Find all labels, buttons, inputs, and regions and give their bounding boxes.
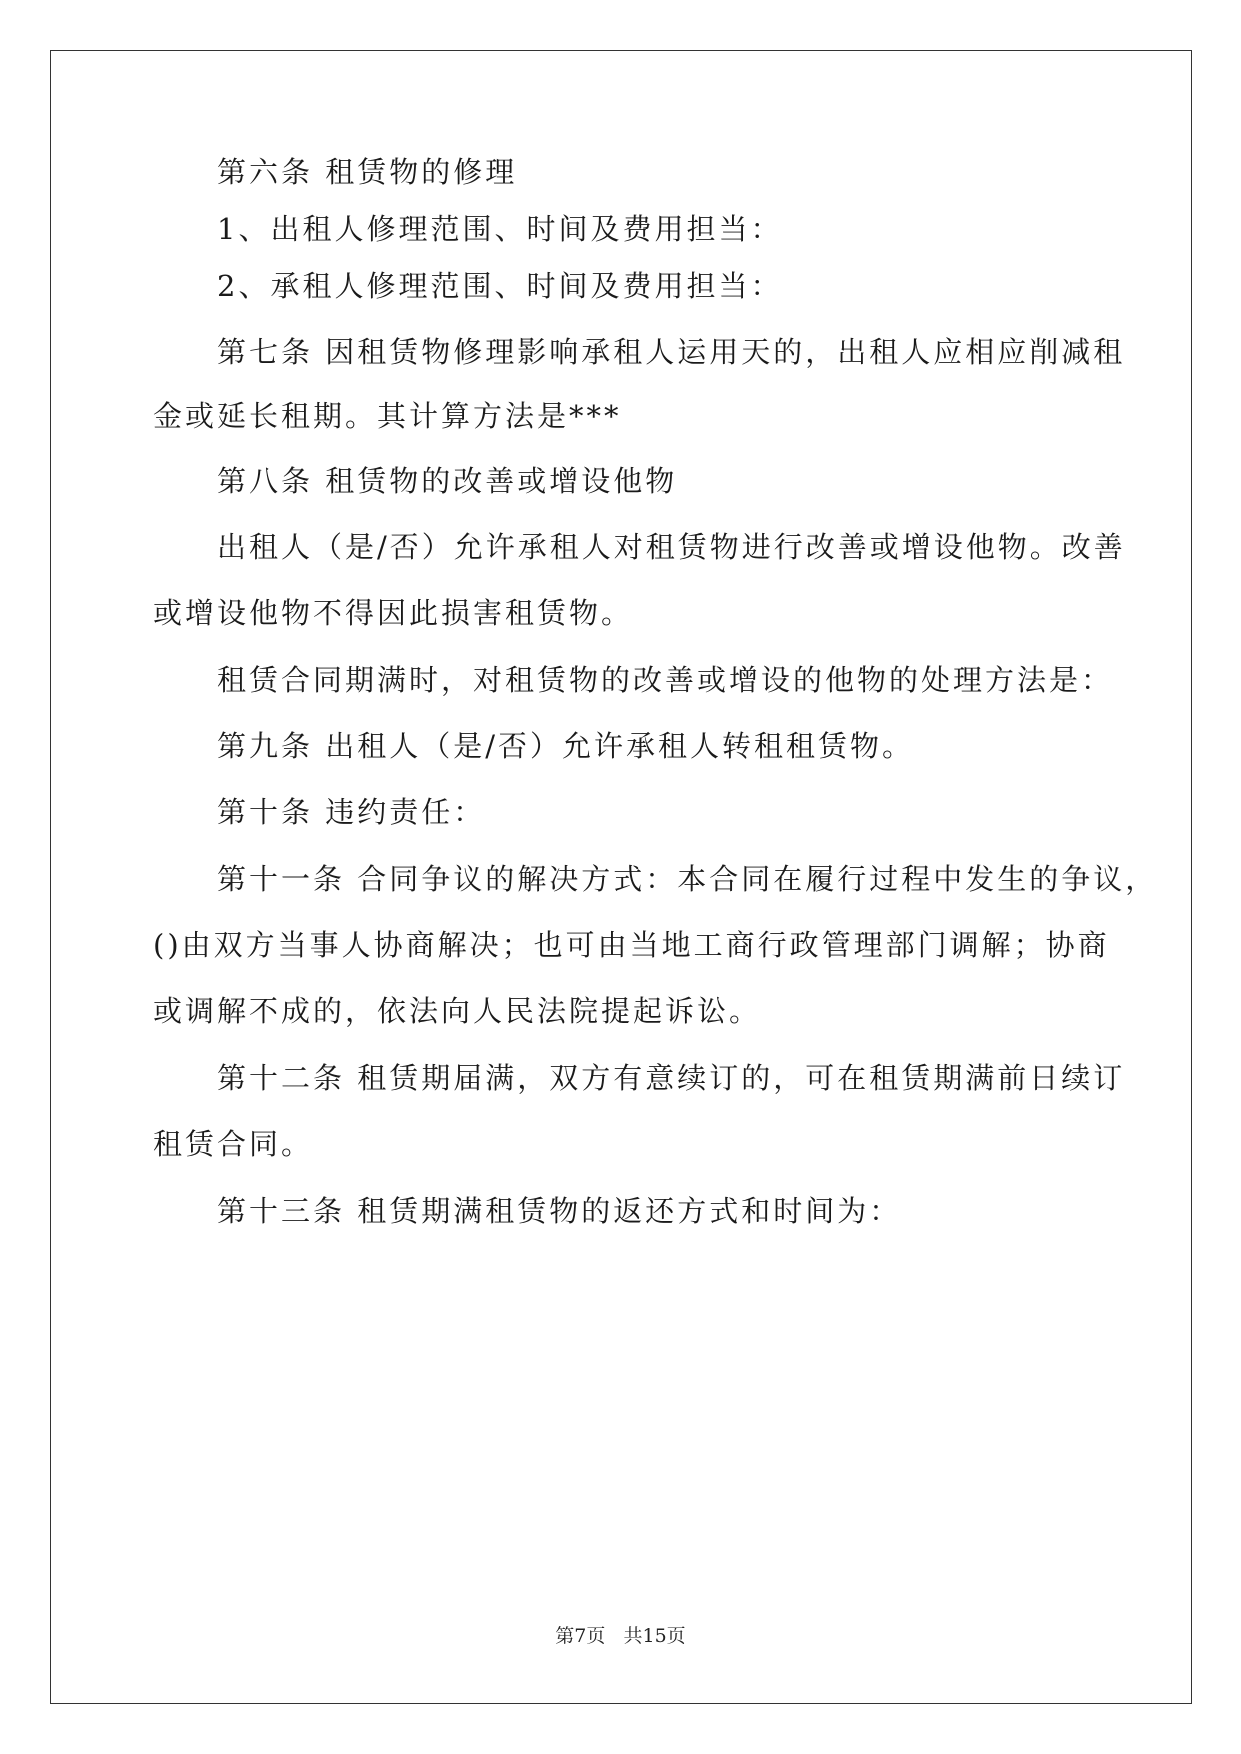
text-line: 第十二条 租赁期届满，双方有意续订的，可在租赁期满前日续订: [217, 1061, 1126, 1095]
text-line: 出租人（是/否）允许承租人对租赁物进行改善或增设他物。改善: [217, 530, 1126, 564]
text-line: 第九条 出租人（是/否）允许承租人转租租赁物。: [217, 729, 914, 763]
text-line: 金或延长租期。其计算方法是***: [153, 399, 622, 433]
text-line: 1、出租人修理范围、时间及费用担当：: [217, 212, 783, 246]
text-line: 第十三条 租赁期满租赁物的返还方式和时间为：: [217, 1194, 902, 1228]
text-line: ()由双方当事人协商解决；也可由当地工商行政管理部门调解；协商: [153, 928, 1110, 962]
text-line: 第八条 租赁物的改善或增设他物: [217, 464, 678, 498]
text-line: 第七条 因租赁物修理影响承租人运用天的，出租人应相应削减租: [217, 335, 1126, 369]
text-line: 租赁合同期满时，对租赁物的改善或增设的他物的处理方法是：: [217, 663, 1114, 697]
text-line: 或调解不成的，依法向人民法院提起诉讼。: [153, 994, 762, 1028]
text-line: 2、承租人修理范围、时间及费用担当：: [217, 269, 783, 303]
text-line: 第六条 租赁物的修理: [217, 155, 518, 189]
text-line: 租赁合同。: [153, 1127, 314, 1161]
page-number: 第7页 共15页: [555, 1625, 686, 1647]
text-line: 第十条 违约责任：: [217, 795, 486, 829]
text-line: 第十一条 合同争议的解决方式：本合同在履行过程中发生的争议，: [217, 862, 1158, 896]
text-line: 或增设他物不得因此损害租赁物。: [153, 596, 634, 630]
